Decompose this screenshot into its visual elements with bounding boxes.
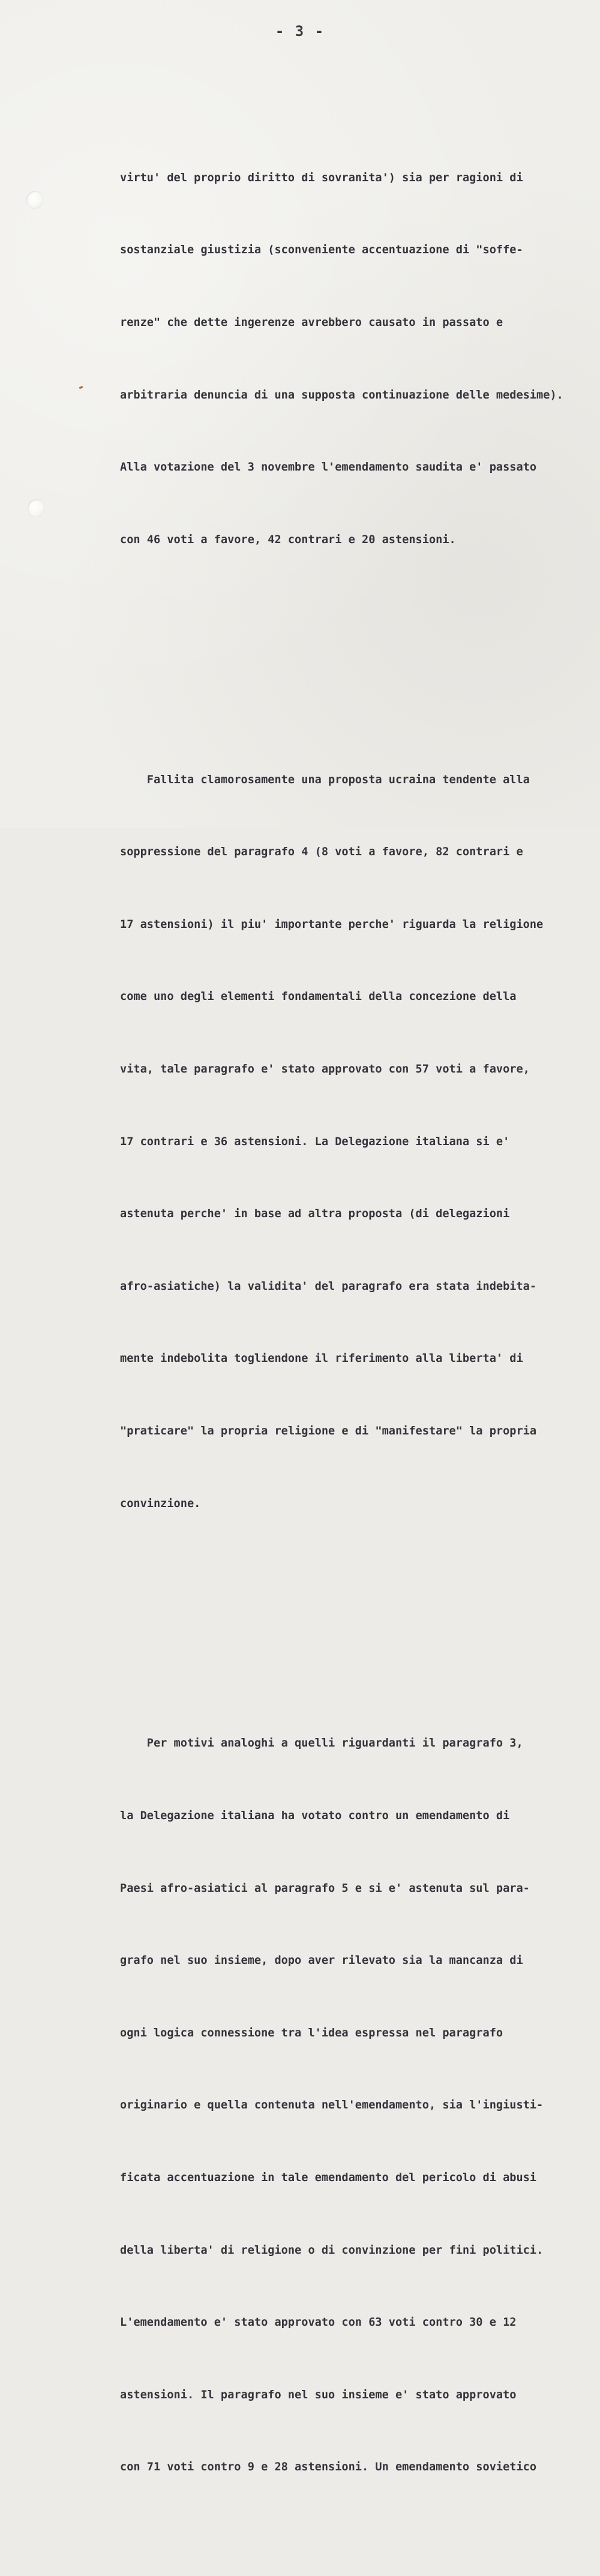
paragraph-gap [120,1613,594,1636]
text-line: Fallita clamorosamente una proposta ucraina tendente alla [120,773,530,786]
text-line: come uno degli elementi fondamentali della concezione della [120,990,517,1004]
text-line: grafo nel suo insieme, dopo aver rilevato sia la mancanza di [120,1954,523,1967]
text-line: astensioni. Il paragrafo nel suo insieme e' stato approvato [120,2388,517,2401]
text-line: convinzione. [120,1497,201,1510]
text-line: renze" che dette ingerenze avrebbero causato in passato e [120,316,503,329]
text-line: della liberta' di religione o di convinzione per fini politici. [120,2243,544,2257]
text-line: la Delegazione italiana ha votato contro un emendamento di [120,1809,510,1822]
text-line: 17 contrari e 36 astensioni. La Delegazione italiana si e' [120,1135,510,1148]
text-line: afro-asiatiche) la validita' del paragrafo era stata indebita- [120,1280,537,1293]
ink-speck [79,386,83,389]
paragraph-gap [120,649,594,672]
page-number: - 3 - [275,23,325,40]
paragraph-2 [120,720,594,1564]
text-line: originario e quella contenuta nell'emendamento, sia l'ingiusti- [120,2099,544,2112]
text-line: mente indebolita togliendone il riferimento alla liberta' di [120,1352,523,1365]
text-line: arbitraria denuncia di una supposta continuazione delle medesime). [120,388,563,402]
text-line: Per motivi analoghi a quelli riguardanti il paragrafo 3, [120,1737,523,1750]
punch-hole [26,191,43,209]
text-line: virtu' del proprio diritto di sovranita') sia per ragioni di [120,171,523,184]
text-line: Alla votazione del 3 novembre l'emendamento saudita e' passato [120,461,537,474]
text-line: ogni logica connessione tra l'idea espressa nel paragrafo [120,2026,503,2039]
text-line: Paesi afro-asiatici al paragrafo 5 e si e' astenuta sul para- [120,1882,530,1895]
paragraph-3 [120,1684,594,2528]
text-line: ficata accentuazione in tale emendamento del pericolo di abusi [120,2171,537,2184]
text-line: 17 astensioni) il piu' importante perche' riguarda la religione [120,918,544,931]
punch-hole [28,499,44,517]
paragraph-1 [120,118,594,600]
text-line: con 71 voti contro 9 e 28 astensioni. Un emendamento sovietico [120,2461,537,2474]
text-line: sostanziale giustizia (sconveniente accentuazione di "soffe- [120,244,523,257]
text-line: vita, tale paragrafo e' stato approvato con 57 voti a favore, [120,1062,530,1076]
document-body [120,70,594,2576]
text-line: L'emendamento e' stato approvato con 63 voti contro 30 e 12 [120,2316,517,2329]
text-line: "praticare" la propria religione e di "manifestare" la propria [120,1424,537,1437]
text-line: con 46 voti a favore, 42 contrari e 20 astensioni. [120,533,456,546]
text-line: soppressione del paragrafo 4 (8 voti a favore, 82 contrari e [120,846,523,859]
text-line: astenuta perche' in base ad altra proposta (di delegazioni [120,1208,510,1221]
